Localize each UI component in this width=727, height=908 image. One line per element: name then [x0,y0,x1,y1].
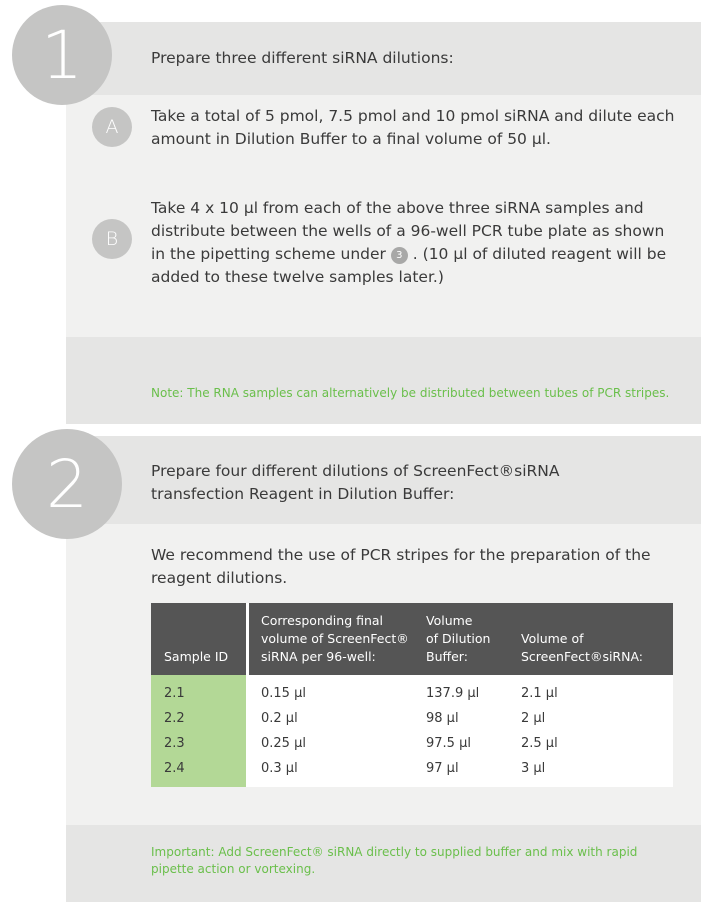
header-screenfect-line1: Volume of [521,631,584,646]
cell-sample-id: 2.1 [151,675,248,706]
header-dilution-buffer [426,603,521,675]
step2-number-circle: 2 [12,429,122,539]
step1-sub-b-line4: added to these twelve samples later.) [151,268,444,286]
step1-sub-b-line3-before: in the pipetting scheme under [151,245,386,263]
table-row [151,706,673,731]
cell-buffer-volume: 97.5 µl [426,731,521,756]
step2-title [151,460,559,506]
header-final-volume-line2: volume of ScreenFect® [261,631,409,646]
step1-title: Prepare three different siRNA dilutions: [151,49,454,67]
cell-reagent-volume: 2.1 µl [521,675,673,706]
header-final-volume-line3: siRNA per 96-well: [261,649,376,664]
cell-final-volume: 0.2 µl [248,706,427,731]
cell-buffer-volume: 98 µl [426,706,521,731]
step2-important-line2: pipette action or vortexing. [151,862,316,876]
step1-sub-a-badge: A [92,107,132,147]
step1-number-circle: 1 [12,5,112,105]
step1-sub-a-text [151,105,675,151]
step2-important-line1: Important: Add ScreenFect® siRNA directly to supplied buffer and mix with rapid [151,845,638,859]
table-row [151,756,673,787]
header-dilution-buffer-line3: Buffer: [426,649,468,664]
step1-sub-b-line1: Take 4 x 10 µl from each of the above three siRNA samples and [151,199,644,217]
cell-reagent-volume: 2 µl [521,706,673,731]
header-final-volume-line1: Corresponding final [261,613,384,628]
step2-recommend-line2: reagent dilutions. [151,569,288,587]
step1-sub-b-text [151,197,666,289]
step2-title-line2: transfection Reagent in Dilution Buffer: [151,485,455,503]
step1-sub-b-line3-after: . (10 µl of diluted reagent will be [412,245,667,263]
step1-sub-b-line3 [151,243,666,266]
cell-sample-id: 2.4 [151,756,248,787]
step1-sub-a-line2: amount in Dilution Buffer to a final volume of 50 µl. [151,130,551,148]
step1-sub-b-badge: B [92,219,132,259]
cell-sample-id: 2.2 [151,706,248,731]
header-final-volume [248,603,427,675]
reagent-dilution-table [151,603,673,787]
table-row [151,731,673,756]
cell-buffer-volume: 137.9 µl [426,675,521,706]
table-header-row [151,603,673,675]
header-screenfect-line2: ScreenFect®siRNA: [521,649,644,664]
cell-reagent-volume: 3 µl [521,756,673,787]
step2-recommend-line1: We recommend the use of PCR stripes for the preparation of the [151,546,651,564]
step2-title-line1: Prepare four different dilutions of ScreenFect®siRNA [151,462,560,480]
step1-note-band [66,337,701,424]
cell-sample-id: 2.3 [151,731,248,756]
step2-recommendation [151,544,651,590]
header-sample-id: Sample ID [151,603,248,675]
cell-buffer-volume: 97 µl [426,756,521,787]
cell-final-volume: 0.15 µl [248,675,427,706]
cell-final-volume: 0.3 µl [248,756,427,787]
step1-note: Note: The RNA samples can alternatively be distributed between tubes of PCR stripes. [151,386,670,400]
header-screenfect-volume [521,603,673,675]
cell-final-volume: 0.25 µl [248,731,427,756]
cell-reagent-volume: 2.5 µl [521,731,673,756]
step3-reference-badge: 3 [391,247,408,264]
table-row [151,675,673,706]
header-dilution-buffer-line2: of Dilution [426,631,491,646]
header-dilution-buffer-line1: Volume [426,613,473,628]
step2-important-note [151,844,637,878]
step1-sub-a-line1: Take a total of 5 pmol, 7.5 pmol and 10 pmol siRNA and dilute each [151,107,675,125]
step1-sub-b-line2: distribute between the wells of a 96-well PCR tube plate as shown [151,222,665,240]
